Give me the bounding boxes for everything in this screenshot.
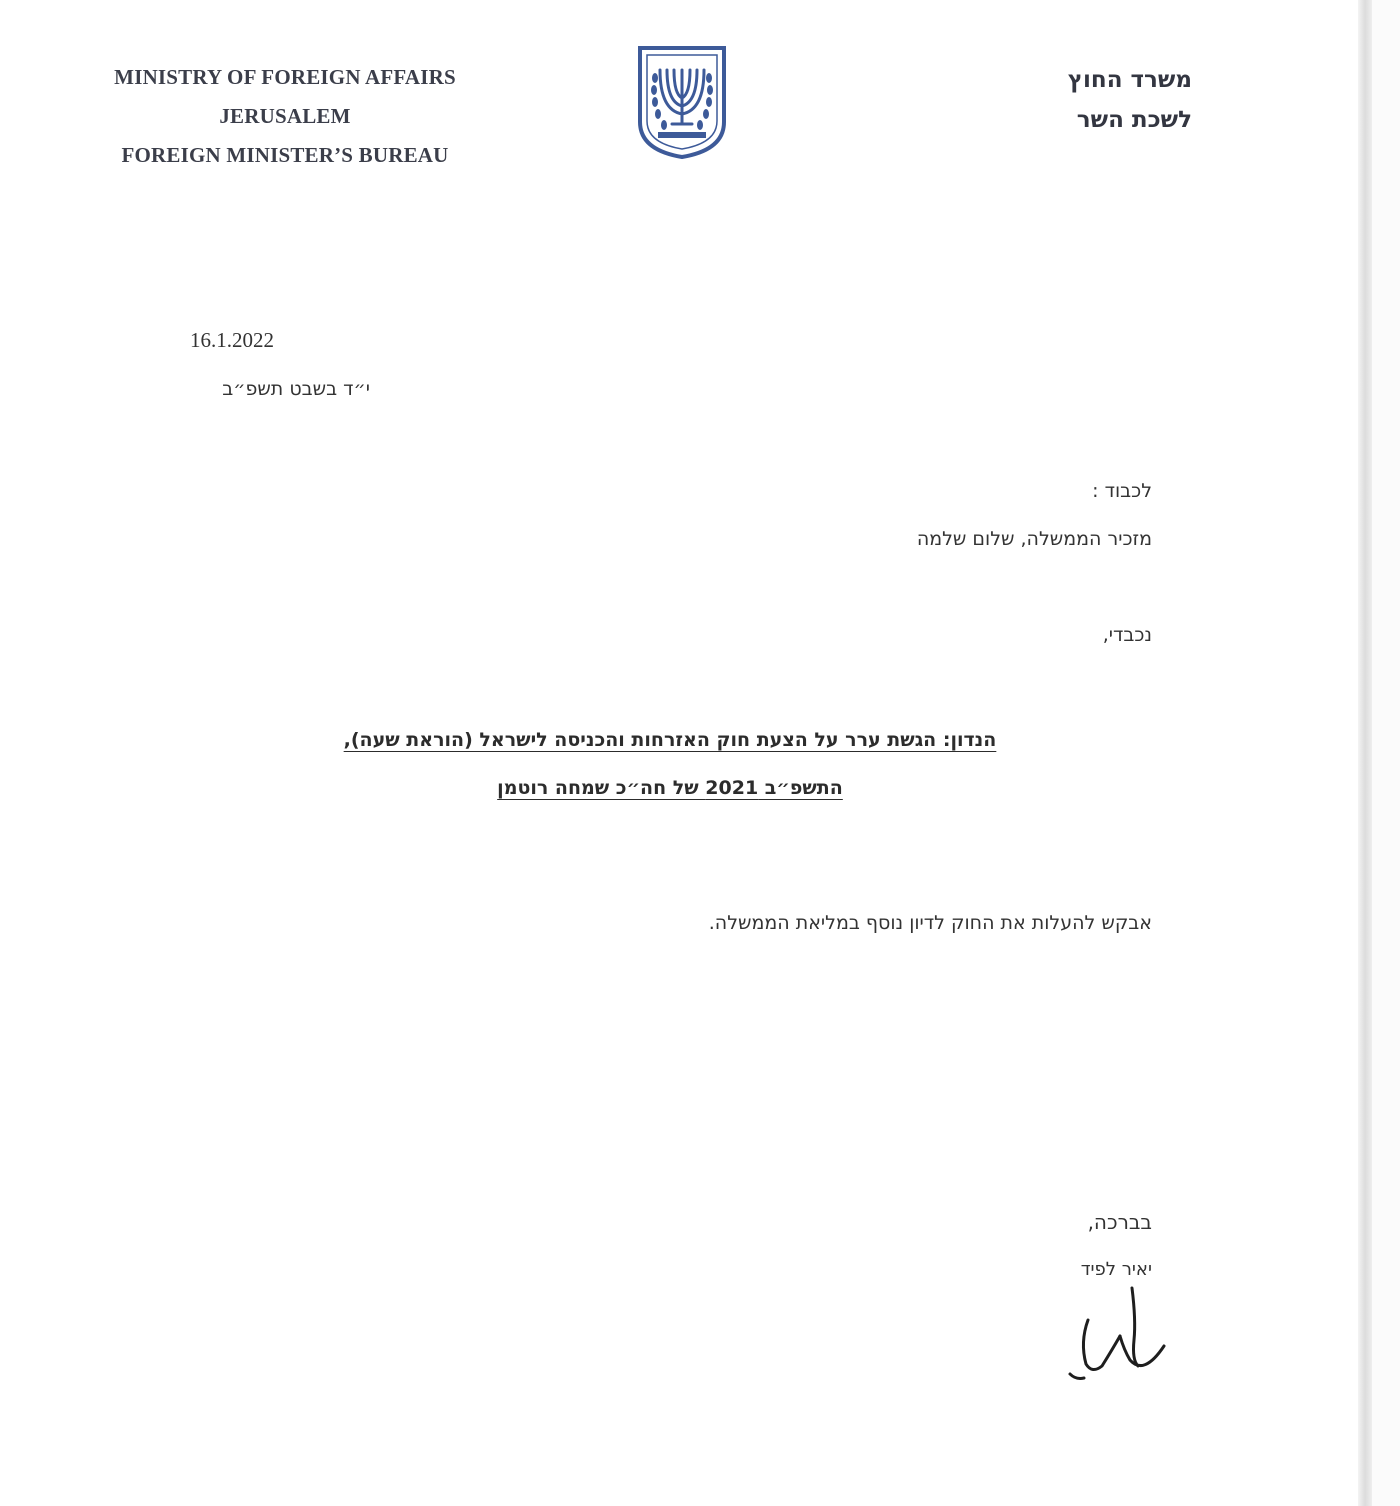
letterhead-bureau: FOREIGN MINISTER’S BUREAU xyxy=(121,143,449,167)
gregorian-date: 16.1.2022 xyxy=(190,328,274,352)
letterhead-hebrew xyxy=(1020,60,1192,140)
handwritten-signature-icon xyxy=(1040,1280,1180,1390)
hebrew-date: י״ד בשבט תשפ״ב xyxy=(222,378,370,400)
letterhead-ministry: MINISTRY OF FOREIGN AFFAIRS xyxy=(114,65,456,89)
signer-name: יאיר לפיד xyxy=(1080,1259,1152,1280)
israel-emblem-menorah-icon xyxy=(634,44,730,160)
body-text: אבקש להעלות את החוק לדיון נוסף במליאת הממשלה. xyxy=(708,912,1152,934)
letterhead-english xyxy=(95,58,475,175)
page-edge-shadow xyxy=(1358,0,1372,1506)
salutation: נכבדי, xyxy=(1102,624,1152,646)
letterhead-hebrew-ministry: משרד החוץ xyxy=(1067,67,1192,93)
recipient-label: לכבוד : xyxy=(1092,480,1152,502)
letterhead-hebrew-bureau: לשכת השר xyxy=(1076,107,1192,133)
subject-line-1: הנדון: הגשת ערר על הצעת חוק האזרחות והכניסה לישראל (הוראת שעה), xyxy=(343,729,997,751)
recipient-name: מזכיר הממשלה, שלום שלמה xyxy=(916,528,1152,550)
closing-regards: בברכה, xyxy=(1087,1210,1152,1234)
page-edge-outer xyxy=(1372,0,1400,1506)
subject-line-2: התשפ״ב 2021 של חה״כ שמחה רוטמן xyxy=(497,777,843,799)
letterhead-city: JERUSALEM xyxy=(219,104,351,128)
subject xyxy=(240,716,1100,812)
